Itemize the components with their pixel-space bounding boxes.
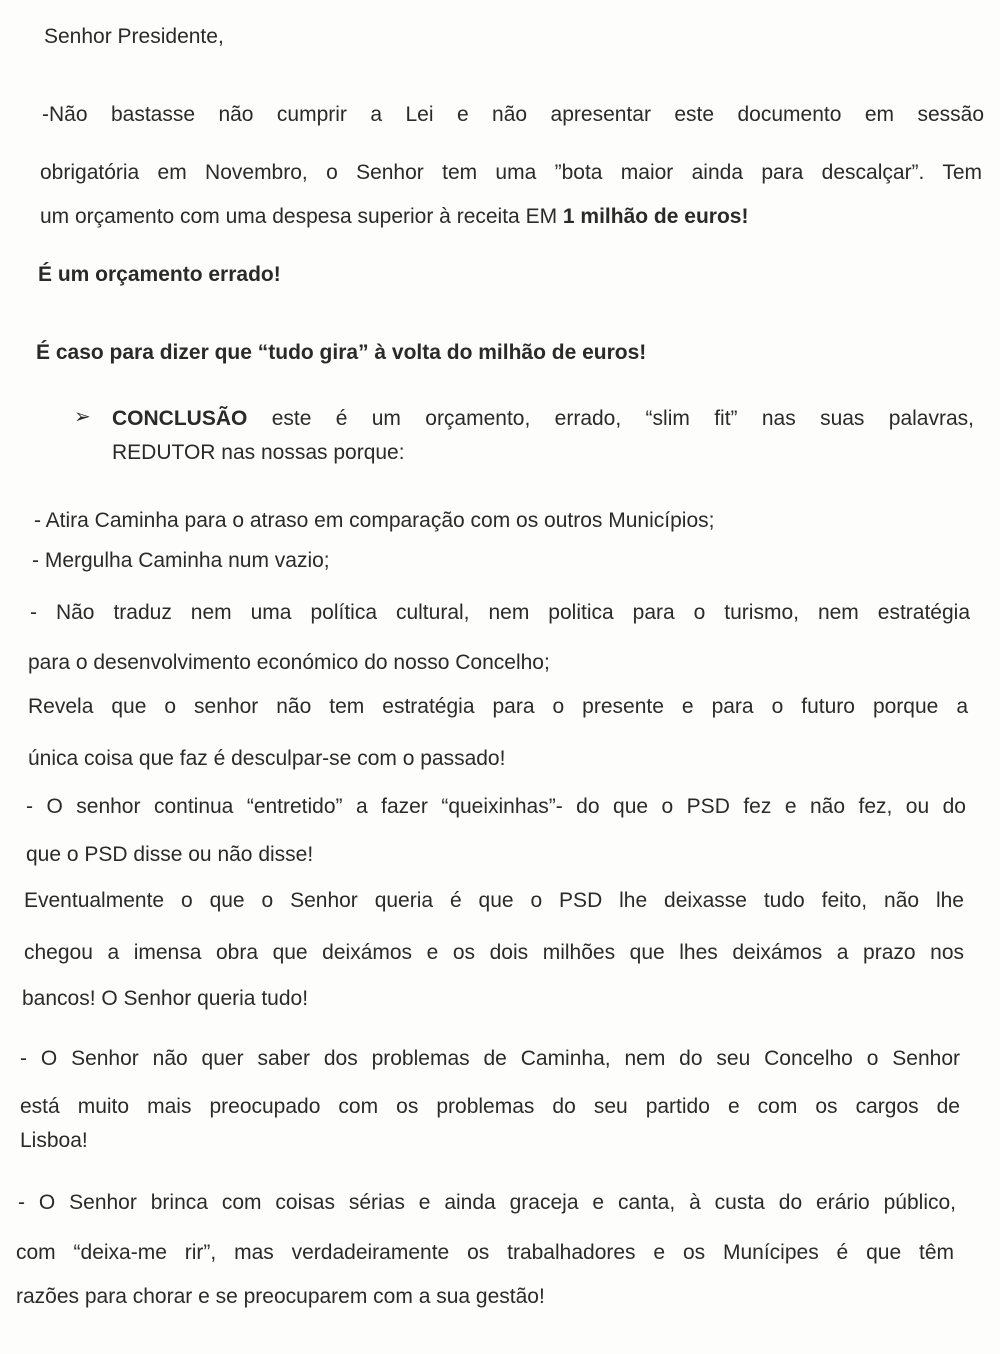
- paragraph-1-line-3-text: um orçamento com uma despesa superior à receita EM: [40, 205, 563, 228]
- body-line-13: está muito mais preocupado com os problemas do seu partido e com os cargos de: [20, 1095, 960, 1118]
- paragraph-1-line-1: -Não bastasse não cumprir a Lei e não apresentar este documento em sessão: [42, 103, 984, 126]
- body-line-2: - Mergulha Caminha num vazio;: [32, 549, 330, 572]
- body-line-7: - O senhor continua “entretido” a fazer “queixinhas”- do que o PSD fez e não fez, ou do: [26, 795, 966, 818]
- heading-everything-revolves: É caso para dizer que “tudo gira” à volta do milhão de euros!: [36, 341, 647, 364]
- paragraph-1-line-3: [40, 204, 748, 230]
- body-line-9: Eventualmente o que o Senhor queria é que o PSD lhe deixasse tudo feito, não lhe: [24, 889, 964, 912]
- body-line-10: chegou a imensa obra que deixámos e os dois milhões que lhes deixámos a prazo nos: [24, 941, 964, 964]
- body-line-11: bancos! O Senhor queria tudo!: [22, 987, 309, 1010]
- conclusion-line-2: REDUTOR nas nossas porque:: [112, 441, 405, 464]
- body-line-5: Revela que o senhor não tem estratégia para o presente e para o futuro porque a: [28, 695, 968, 718]
- salutation: Senhor Presidente,: [44, 25, 224, 48]
- paragraph-1-line-3-bold: 1 milhão de euros!: [562, 205, 749, 228]
- arrow-bullet-icon: ➢: [74, 406, 91, 428]
- conclusion-label: CONCLUSÃO: [112, 407, 248, 430]
- body-line-8: que o PSD disse ou não disse!: [26, 843, 314, 866]
- body-line-14: Lisboa!: [20, 1129, 88, 1152]
- heading-wrong-budget: É um orçamento errado!: [38, 263, 281, 286]
- paragraph-1-line-2: obrigatória em Novembro, o Senhor tem uma ”bota maior ainda para descalçar”. Tem: [40, 161, 982, 184]
- conclusion-line-1: [112, 406, 974, 432]
- body-line-1: - Atira Caminha para o atraso em comparação com os outros Municípios;: [34, 509, 715, 532]
- conclusion-text: este é um orçamento, errado, “slim fit” nas suas palavras,: [247, 407, 974, 430]
- body-line-3: - Não traduz nem uma política cultural, nem politica para o turismo, nem estratégia: [30, 601, 970, 624]
- body-line-12: - O Senhor não quer saber dos problemas de Caminha, nem do seu Concelho o Senhor: [20, 1047, 960, 1070]
- body-line-4: para o desenvolvimento económico do nosso Concelho;: [28, 651, 550, 674]
- body-line-17: razões para chorar e se preocuparem com a sua gestão!: [16, 1285, 545, 1308]
- body-line-6: única coisa que faz é desculpar-se com o passado!: [28, 747, 506, 770]
- body-line-16: com “deixa-me rir”, mas verdadeiramente os trabalhadores e os Munícipes é que têm: [16, 1241, 954, 1264]
- body-line-15: - O Senhor brinca com coisas sérias e ainda graceja e canta, à custa do erário público,: [18, 1191, 956, 1214]
